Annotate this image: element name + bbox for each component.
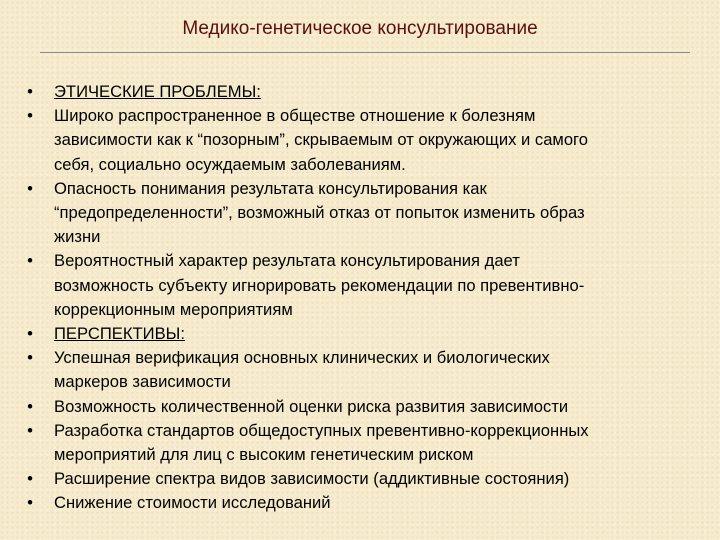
section-heading: ЭТИЧЕСКИЕ ПРОБЛЕМЫ: bbox=[54, 82, 261, 101]
list-item bbox=[24, 491, 704, 515]
list-item bbox=[24, 346, 704, 394]
bullet-line: возможность субъекту игнорировать рекомендации по превентивно- bbox=[54, 275, 585, 295]
bullet-marker: • bbox=[27, 82, 33, 101]
bullet-line: себя, социально осуждаемым заболеваниям. bbox=[54, 154, 406, 174]
bullet-line: коррекционным мероприятиям bbox=[54, 299, 293, 319]
list-item bbox=[24, 104, 704, 177]
bullet-marker: • bbox=[27, 348, 33, 368]
list-item bbox=[24, 395, 704, 419]
bullet-marker: • bbox=[27, 420, 33, 440]
list-item bbox=[24, 467, 704, 491]
bullet-marker: • bbox=[27, 324, 33, 344]
bullet-line: “предопределенности”, возможный отказ от попыток изменить образ bbox=[54, 203, 585, 223]
bullet-marker: • bbox=[27, 493, 33, 513]
list-item bbox=[24, 419, 704, 467]
bullet-line: Успешная верификация основных клинических и биологических bbox=[54, 348, 550, 368]
bullet-marker: • bbox=[27, 251, 33, 271]
section-heading: ПЕРСПЕКТИВЫ: bbox=[54, 324, 185, 344]
slide-title: Медико-генетическое консультирование bbox=[182, 18, 538, 39]
list-item bbox=[24, 80, 704, 104]
bullet-line: жизни bbox=[54, 227, 101, 247]
bullet-line: Опасность понимания результата консультирования как bbox=[54, 178, 487, 198]
bullet-line: маркеров зависимости bbox=[54, 372, 231, 392]
list-item bbox=[24, 322, 704, 346]
bullet-marker: • bbox=[27, 469, 33, 489]
bullet-line: Расширение спектра видов зависимости (аддиктивные состояния) bbox=[54, 469, 570, 489]
list-item bbox=[24, 177, 704, 250]
bullet-list bbox=[24, 80, 704, 516]
bullet-line: мероприятий для лиц с высоким генетическим риском bbox=[54, 445, 474, 465]
bullet-line: Широко распространенное в обществе отношение к болезням bbox=[54, 106, 536, 126]
bullet-marker: • bbox=[27, 396, 33, 416]
bullet-line: Возможность количественной оценки риска развития зависимости bbox=[54, 396, 569, 416]
bullet-line: Снижение стоимости исследований bbox=[54, 493, 331, 513]
bullet-marker: • bbox=[27, 178, 33, 198]
bullet-marker: • bbox=[27, 106, 33, 126]
bullet-line: Вероятностный характер результата консультирования дает bbox=[54, 251, 520, 271]
list-item bbox=[24, 249, 704, 322]
bullet-line: зависимости как к “позорным”, скрываемым от окружающих и самого bbox=[54, 130, 588, 150]
bullet-line: Разработка стандартов общедоступных превентивно-коррекционных bbox=[54, 420, 589, 440]
title-divider bbox=[40, 52, 690, 53]
